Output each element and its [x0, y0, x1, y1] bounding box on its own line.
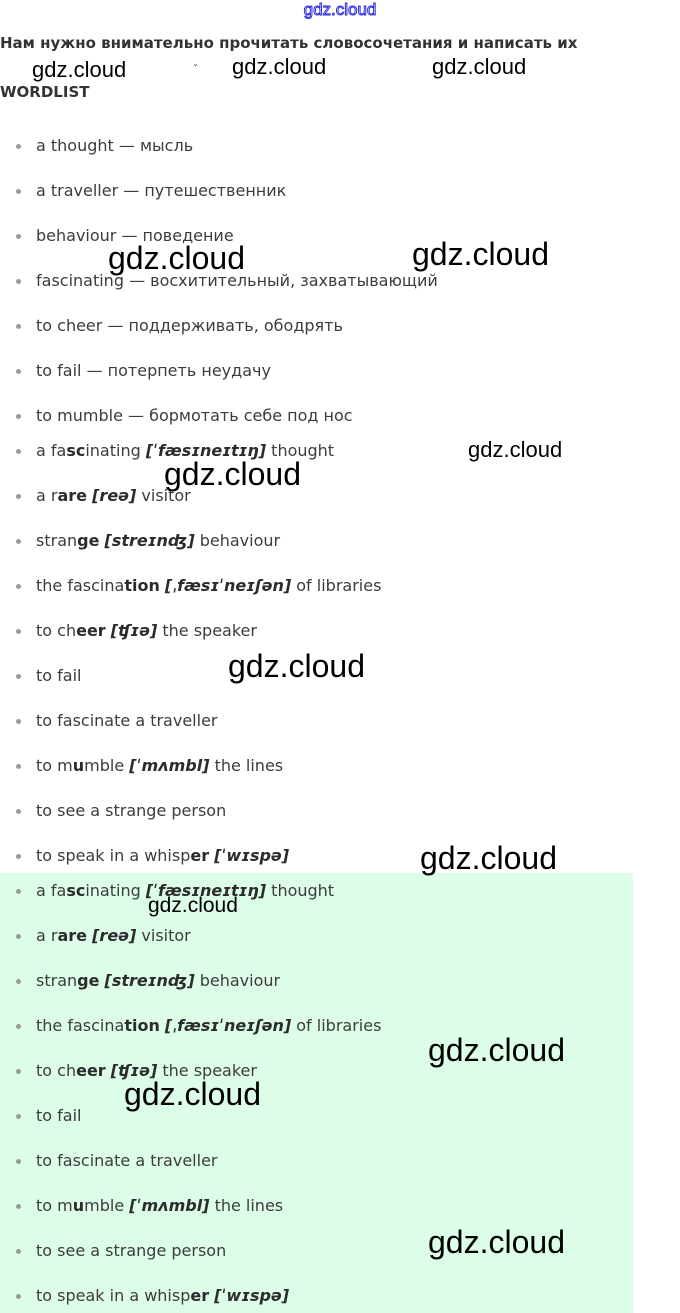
text-fragment: are [57, 486, 88, 505]
bullet-icon [16, 494, 21, 499]
bullet-icon [16, 189, 21, 194]
list-item-text [36, 799, 226, 823]
watermark: gdz.cloud [228, 648, 365, 684]
bullet-icon [16, 1114, 21, 1119]
text-fragment: stran [36, 531, 78, 550]
wordlist-heading: WORDLIST [0, 83, 90, 101]
text-fragment: thought [266, 441, 335, 460]
text-fragment: mble [84, 1196, 130, 1215]
text-fragment: u [72, 756, 85, 775]
transcription: [reə] [92, 926, 137, 945]
text-fragment: sc [66, 881, 86, 900]
list-item-text [36, 404, 353, 428]
bullet-icon [16, 934, 21, 939]
watermark: gdz.cloud [428, 1032, 565, 1068]
text-fragment: to speak in a whisp [36, 846, 191, 865]
text-fragment: a fa [36, 881, 67, 900]
text-fragment: stran [36, 971, 78, 990]
bullet-icon [16, 1294, 21, 1299]
bullet-icon [16, 584, 21, 589]
transcription: [streɪnʤ] [104, 971, 195, 990]
watermark: gdz.cloud [468, 437, 563, 462]
bullet-icon [16, 1069, 21, 1074]
text-fragment: to fail [36, 1106, 82, 1125]
text-fragment: er [190, 1286, 210, 1305]
text-fragment: the fascina [36, 576, 125, 595]
text-fragment: sc [66, 441, 86, 460]
bullet-icon [16, 1249, 21, 1254]
text-fragment: a thought — мысль [36, 136, 194, 155]
bullet-icon [16, 279, 21, 284]
list-item-text [36, 314, 343, 338]
transcription: [ˈmʌmbl] [129, 1196, 210, 1215]
list-item-text [36, 1014, 381, 1038]
watermark: gdz.cloud [124, 1076, 261, 1112]
text-fragment: a r [36, 926, 58, 945]
text-fragment: inating [85, 441, 146, 460]
text-fragment: tion [124, 576, 160, 595]
text-fragment: ge [77, 971, 100, 990]
text-fragment: inating [85, 881, 146, 900]
bullet-icon [16, 809, 21, 814]
text-fragment: to cheer — поддерживать, ободрять [36, 316, 343, 335]
text-fragment: are [57, 926, 88, 945]
text-fragment: visitor [136, 926, 191, 945]
bullet-icon [16, 539, 21, 544]
bullet-icon [16, 414, 21, 419]
watermark: gdz.cloud [420, 840, 557, 876]
bullet-icon [16, 369, 21, 374]
text-fragment: to see a strange person [36, 1241, 227, 1260]
transcription: [reə] [92, 486, 137, 505]
small-mark: ˇ [193, 64, 198, 75]
text-fragment: to m [36, 1196, 73, 1215]
text-fragment: to ch [36, 621, 77, 640]
watermark: gdz.cloud [432, 54, 527, 79]
bullet-icon [16, 629, 21, 634]
transcription: [ˈfæsɪneɪtɪŋ] [145, 881, 267, 900]
list-item-text [36, 844, 289, 868]
text-fragment: to see a strange person [36, 801, 227, 820]
bullet-icon [16, 1024, 21, 1029]
text-fragment: tion [124, 1016, 160, 1035]
text-fragment: u [72, 1196, 85, 1215]
text-fragment: to fail [36, 666, 82, 685]
transcription: [ʧɪə] [110, 1061, 158, 1080]
text-fragment: a traveller — путешественник [36, 181, 287, 200]
list-item-text [36, 619, 257, 643]
text-fragment: eer [76, 1061, 106, 1080]
watermark: gdz.cloud [412, 236, 549, 272]
watermark: gdz.cloud [164, 456, 301, 492]
bullet-icon [16, 234, 21, 239]
text-fragment: the speaker [157, 1061, 257, 1080]
bullet-icon [16, 674, 21, 679]
transcription: [ˈmʌmbl] [129, 756, 210, 775]
text-fragment: fascinating — восхитительный, захватывающий [36, 271, 438, 290]
transcription: [ʧɪə] [110, 621, 158, 640]
text-fragment: mble [84, 756, 130, 775]
transcription: [ˈwɪspə] [214, 1286, 290, 1305]
bullet-icon [16, 144, 21, 149]
text-fragment: a fa [36, 441, 67, 460]
bullet-icon [16, 764, 21, 769]
list-item-text [36, 709, 217, 733]
text-fragment: thought [266, 881, 335, 900]
bullet-icon [16, 979, 21, 984]
list-item-text [36, 1149, 217, 1173]
watermark: gdz.cloud [428, 1224, 565, 1260]
list-item-text [36, 924, 191, 948]
text-fragment: to fascinate a traveller [36, 711, 218, 730]
list-item-text [36, 529, 280, 553]
text-fragment: behaviour [194, 971, 281, 990]
text-fragment: to mumble — бормотать себе под нос [36, 406, 353, 425]
text-fragment: of libraries [291, 576, 382, 595]
bullet-icon [16, 719, 21, 724]
list-item-text [36, 574, 381, 598]
list-item-text [36, 754, 283, 778]
transcription: [streɪnʤ] [104, 531, 195, 550]
list-item-text [36, 1104, 81, 1128]
text-fragment: the speaker [157, 621, 257, 640]
text-fragment: the lines [209, 1196, 284, 1215]
text-fragment: the fascina [36, 1016, 125, 1035]
text-fragment: eer [76, 621, 106, 640]
watermark: gdz.cloud [148, 894, 238, 917]
bullet-icon [16, 324, 21, 329]
bullet-icon [16, 854, 21, 859]
text-fragment: ge [77, 531, 100, 550]
text-fragment: to fail — потерпеть неудачу [36, 361, 271, 380]
list-item-text [36, 179, 286, 203]
transcription: [ˌfæsɪˈneɪʃən] [164, 576, 292, 595]
text-fragment: to fascinate a traveller [36, 1151, 218, 1170]
text-fragment: behaviour — поведение [36, 226, 234, 245]
text-fragment: a r [36, 486, 58, 505]
text-fragment: er [190, 846, 210, 865]
text-fragment: to ch [36, 1061, 77, 1080]
bullet-icon [16, 889, 21, 894]
transcription: [ˈwɪspə] [214, 846, 290, 865]
text-fragment: visitor [136, 486, 191, 505]
site-link[interactable]: gdz.cloud [303, 0, 377, 19]
list-item-text [36, 969, 280, 993]
text-fragment: the lines [209, 756, 284, 775]
watermark: gdz.cloud [108, 240, 245, 276]
text-fragment: to speak in a whisp [36, 1286, 191, 1305]
watermark: gdz.cloud [232, 54, 327, 79]
watermark: gdz.cloud [32, 57, 127, 82]
text-fragment: of libraries [291, 1016, 382, 1035]
bullet-icon [16, 1204, 21, 1209]
transcription: [ˌfæsɪˈneɪʃən] [164, 1016, 292, 1035]
instruction-text: Нам нужно внимательно прочитать словосочетания и написать их [0, 34, 578, 52]
transcription: [ˈfæsɪneɪtɪŋ] [145, 441, 267, 460]
list-item-text [36, 1284, 289, 1308]
text-fragment: behaviour [194, 531, 281, 550]
text-fragment: to m [36, 756, 73, 775]
list-item-text [36, 359, 271, 383]
list-item-text [36, 1194, 283, 1218]
list-item-text [36, 1239, 226, 1263]
bullet-icon [16, 449, 21, 454]
bullet-icon [16, 1159, 21, 1164]
list-item-text [36, 134, 193, 158]
list-item-text [36, 664, 81, 688]
